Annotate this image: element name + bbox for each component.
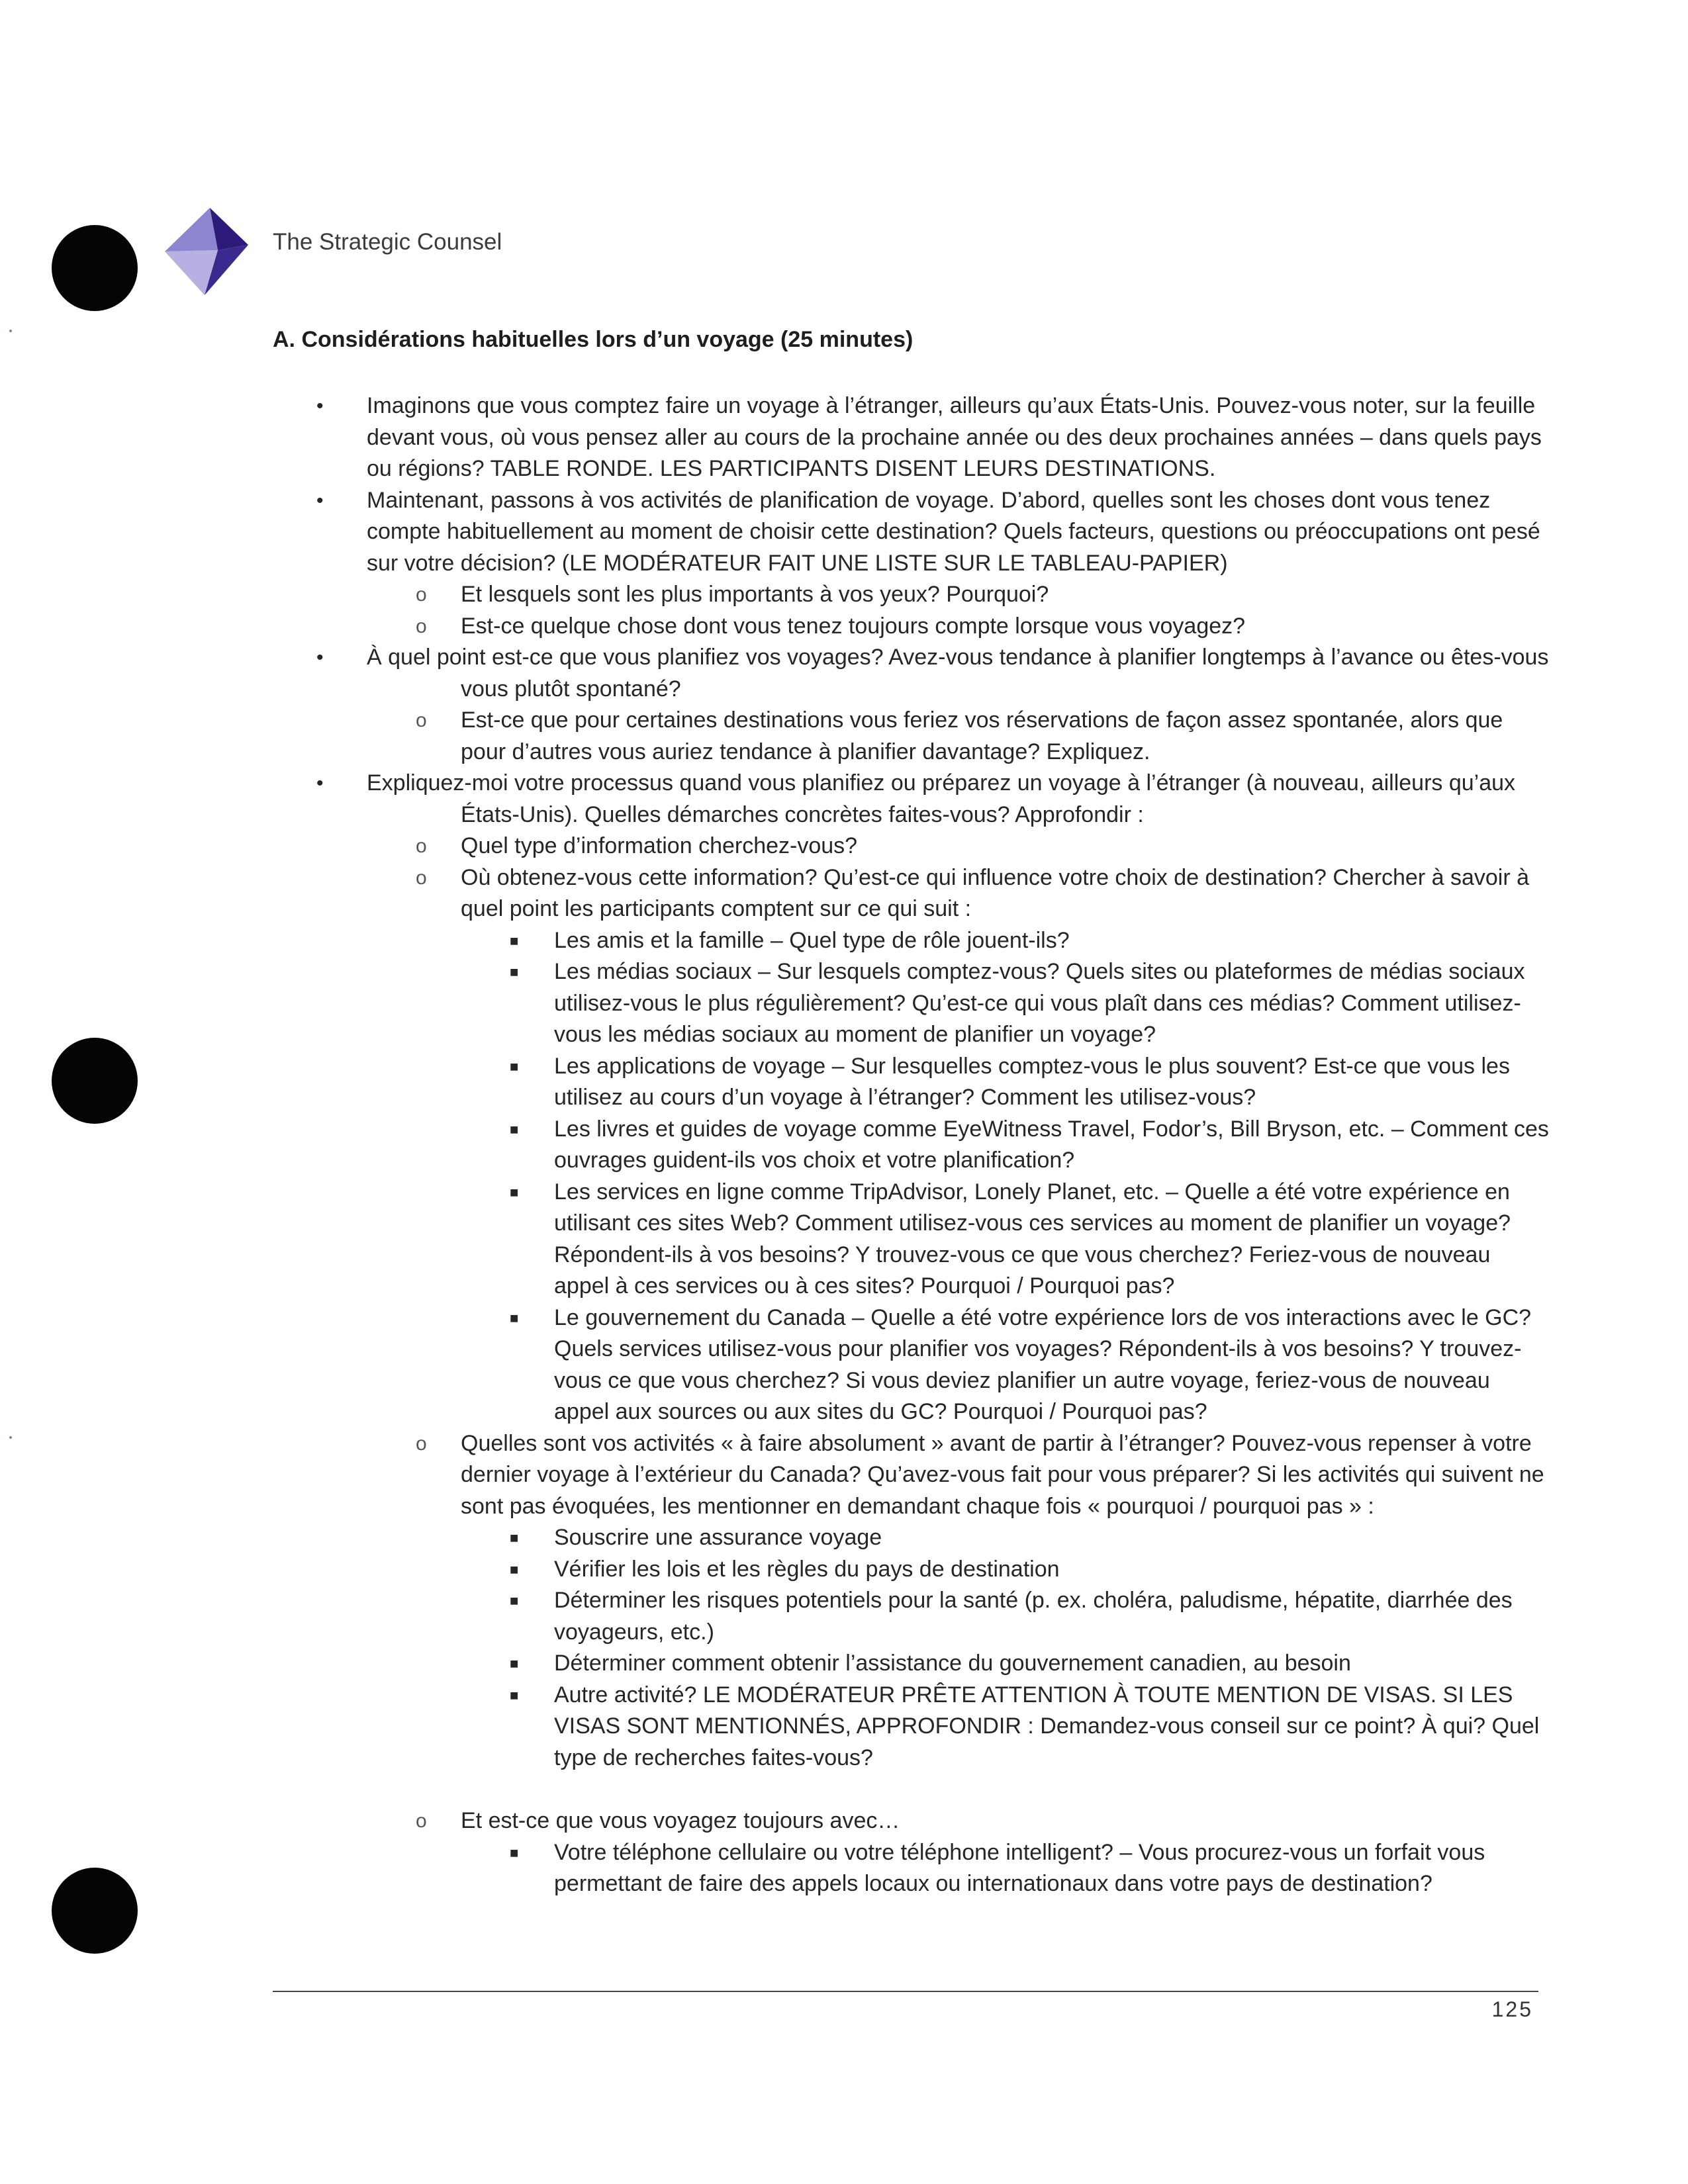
bullet-marker: • <box>316 647 324 668</box>
circle-marker: o <box>416 709 427 731</box>
square-marker: ■ <box>510 1309 519 1326</box>
sub-sub-item <box>273 1585 1550 1648</box>
item-text: Est-ce quelque chose dont vous tenez toujours compte lorsque vous voyagez? <box>461 613 1246 639</box>
sub-sub-item <box>273 1554 1550 1586</box>
sub-sub-item <box>273 1302 1550 1428</box>
sub-item <box>273 1805 1550 1837</box>
item-text: Imaginons que vous comptez faire un voyage à l’étranger, ailleurs qu’aux États-Unis. Pouvez-vous noter, sur la feuille devant vous, où vous pensez aller au cours de la prochaine année ou des deux prochaines années – dans quels pays ou régions? TABLE RONDE. LES PARTICIPANTS DISENT LEURS DESTINATIONS. <box>367 393 1542 481</box>
square-marker: ■ <box>510 1529 519 1546</box>
item-text: Autre activité? LE MODÉRATEUR PRÊTE ATTENTION À TOUTE MENTION DE VISAS. SI LES VISAS SONT MENTIONNÉS, APPROFONDIR : Demandez-vous conseil sur ce point? À qui? Quel type de recherches faites-vous? <box>554 1682 1540 1770</box>
sub-item <box>273 1428 1550 1523</box>
square-marker: ■ <box>510 1844 519 1861</box>
item-text: Les livres et guides de voyage comme EyeWitness Travel, Fodor’s, Bill Bryson, etc. – Comment ces ouvrages guident-ils vos choix et votre planification? <box>554 1116 1549 1173</box>
circle-marker: o <box>416 866 427 889</box>
page-number: 125 <box>1491 1997 1533 2021</box>
bullet-marker: • <box>316 772 324 794</box>
sub-item <box>273 611 1550 643</box>
item-text: Souscrire une assurance voyage <box>554 1525 882 1550</box>
sub-sub-item <box>273 925 1550 957</box>
square-marker: ■ <box>510 1561 519 1578</box>
item-text: Quel type d’information cherchez-vous? <box>461 833 858 858</box>
square-marker: ■ <box>510 1592 519 1609</box>
bullet-item <box>273 642 1550 705</box>
item-text: Le gouvernement du Canada – Quelle a été votre expérience lors de vos interactions avec le GC? Quels services utilisez-vous pour planifier vos voyages? Répondent-ils à vos besoins? Y trouvez-vous ce que vous cherchez? Si vous deviez planifier un autre voyage, feriez-vous de nouveau appel aux sources ou aux sites du GC? Pourquoi / Pourquoi pas? <box>554 1304 1532 1424</box>
punch-hole-middle <box>52 1038 138 1124</box>
item-text: Les services en ligne comme TripAdvisor, Lonely Planet, etc. – Quelle a été votre expérience en utilisant ces sites Web? Comment utilisez-vous ces services au moment de planifier un voyage? Répondent-ils à vos besoins? Y trouvez-vous ce que vous cherchez? Feriez-vous de nouveau appel à ces services ou à ces sites? Pourquoi / Pourquoi pas? <box>554 1179 1511 1298</box>
circle-marker: o <box>416 835 427 857</box>
bullet-marker: • <box>316 395 324 417</box>
sub-sub-item <box>273 1648 1550 1680</box>
scan-speck <box>9 1436 12 1439</box>
sub-sub-item <box>273 1837 1550 1900</box>
sub-sub-item <box>273 1680 1550 1774</box>
item-text: Déterminer les risques potentiels pour la santé (p. ex. choléra, paludisme, hépatite, diarrhée des voyageurs, etc.) <box>554 1588 1513 1645</box>
item-text: Déterminer comment obtenir l’assistance du gouvernement canadien, au besoin <box>554 1651 1351 1676</box>
item-text: Votre téléphone cellulaire ou votre téléphone intelligent? – Vous procurez-vous un forfait vous permettant de faire des appels locaux ou internationaux dans votre pays de destination? <box>554 1839 1485 1896</box>
bullet-marker: • <box>316 489 324 512</box>
item-text: Les applications de voyage – Sur lesquelles comptez-vous le plus souvent? Est-ce que vous les utilisez au cours d’un voyage à l’étranger? Comment les utilisez-vous? <box>554 1053 1510 1110</box>
square-marker: ■ <box>510 964 519 980</box>
item-text: Quelles sont vos activités « à faire absolument » avant de partir à l’étranger? Pouvez-vous repenser à votre dernier voyage à l’extérieur du Canada? Qu’avez-vous fait pour vous préparer? Si les activités qui suivent ne sont pas évoquées, les mentionner en demandant chaque fois « pourquoi / pourquoi pas » : <box>461 1430 1544 1519</box>
bullet-item <box>273 390 1550 485</box>
sub-sub-item <box>273 1522 1550 1554</box>
square-marker: ■ <box>510 1686 519 1704</box>
circle-marker: o <box>416 615 427 637</box>
square-marker: ■ <box>510 1120 519 1138</box>
scan-speck <box>9 330 12 332</box>
square-marker: ■ <box>510 932 519 949</box>
sub-sub-item <box>273 1177 1550 1302</box>
sub-item <box>273 579 1550 611</box>
brand-name: The Strategic Counsel <box>273 229 502 255</box>
square-marker: ■ <box>510 1058 519 1075</box>
item-text: Maintenant, passons à vos activités de planification de voyage. D’abord, quelles sont les choses dont vous tenez compte habituellement au moment de choisir cette destination? Quels facteurs, questions ou préoccupations ont pesé sur votre décision? (LE MODÉRATEUR FAIT UNE LISTE SUR LE TABLEAU-PAPIER) <box>367 487 1540 576</box>
punch-hole-bottom <box>52 1868 138 1954</box>
square-marker: ■ <box>510 1655 519 1672</box>
circle-marker: o <box>416 584 427 606</box>
circle-marker: o <box>416 1810 427 1832</box>
square-marker: ■ <box>510 1183 519 1201</box>
item-text: Et est-ce que vous voyagez toujours avec… <box>461 1808 900 1833</box>
item-text: Est-ce que pour certaines destinations vous feriez vos réservations de façon assez spontanée, alors que pour d’autres vous auriez tendance à planifier davantage? Expliquez. <box>461 707 1503 764</box>
sub-sub-item <box>273 956 1550 1051</box>
strategic-counsel-logo-icon <box>162 205 258 298</box>
question-list <box>273 390 1550 1900</box>
sub-item <box>273 862 1550 925</box>
sub-sub-item <box>273 1051 1550 1114</box>
item-text: Et lesquels sont les plus importants à vos yeux? Pourquoi? <box>461 582 1049 607</box>
item-text: Les amis et la famille – Quel type de rôle jouent-ils? <box>554 927 1070 953</box>
sub-sub-item <box>273 1114 1550 1177</box>
sub-item <box>273 705 1550 768</box>
footer-rule <box>273 1991 1538 1992</box>
item-text: Où obtenez-vous cette information? Qu’est-ce qui influence votre choix de destination? Chercher à savoir à quel point les participants comptent sur ce qui suit : <box>461 864 1530 921</box>
circle-marker: o <box>416 1432 427 1455</box>
section-title: A. Considérations habituelles lors d’un voyage (25 minutes) <box>273 327 914 352</box>
sub-item <box>273 831 1550 862</box>
item-text: Les médias sociaux – Sur lesquels comptez-vous? Quels sites ou plateformes de médias sociaux utilisez-vous le plus régulièrement? Qu’est-ce qui vous plaît dans ces médias? Comment utilisez-vous les médias sociaux au moment de planifier un voyage? <box>554 959 1525 1047</box>
item-text: À quel point est-ce que vous planifiez vos voyages? Avez-vous tendance à planifier longtemps à l’avance ou êtes-vous vous plutôt spontané? <box>367 645 1549 702</box>
item-text: Expliquez-moi votre processus quand vous planifiez ou préparez un voyage à l’étranger (à nouveau, ailleurs qu’aux États-Unis). Quelles démarches concrètes faites-vous? Approfondir : <box>367 770 1516 827</box>
item-text: Vérifier les lois et les règles du pays de destination <box>554 1556 1060 1582</box>
bullet-item <box>273 485 1550 580</box>
punch-hole-top <box>52 225 138 311</box>
bullet-item <box>273 768 1550 831</box>
